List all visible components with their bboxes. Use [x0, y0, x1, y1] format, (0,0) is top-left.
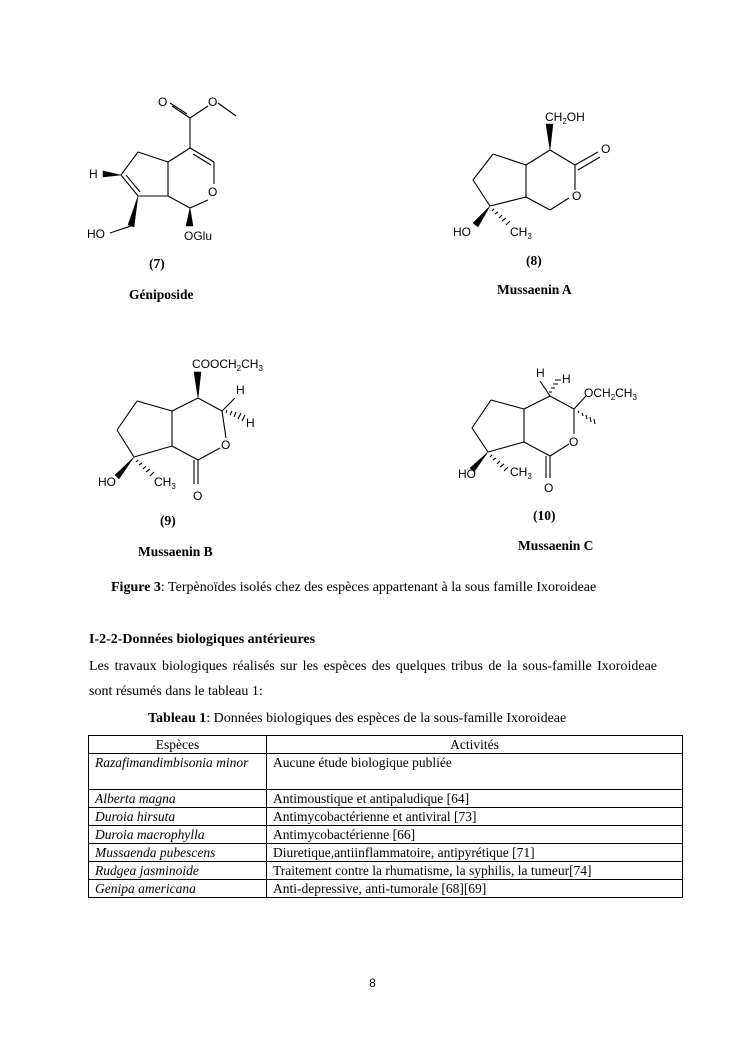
s9-hydroxy: HO	[98, 475, 116, 489]
compound-number-8: (8)	[526, 253, 542, 268]
table-row	[89, 826, 683, 844]
table-row	[89, 808, 683, 826]
s8-ring-o: O	[572, 189, 582, 203]
species-cell: Razafimandimbisonia minor	[89, 754, 267, 790]
table-row	[89, 880, 683, 898]
s7-ring-o: O	[208, 185, 218, 199]
s9-carbonyl-o: O	[193, 489, 203, 503]
s7-oglu: OGlu	[184, 229, 213, 243]
section-heading: I-2-2-Données biologiques antérieures	[89, 632, 316, 647]
table-row	[89, 790, 683, 808]
s9-h1: H	[236, 383, 245, 397]
s9-ch3: $CH_3$	[154, 475, 176, 491]
table-row	[89, 844, 683, 862]
activity-cell: Antimycobactérienne [66]	[267, 826, 683, 844]
species-cell: Duroia macrophylla	[89, 826, 267, 844]
activity-cell: Traitement contre la rhumatisme, la syphilis, la tumeur[74]	[267, 862, 683, 880]
s10-ch3: $CH_3$	[510, 465, 532, 481]
activity-cell: Aucune étude biologique publiée	[267, 754, 683, 790]
s10-h2: H	[562, 372, 571, 386]
s9-h2: H	[246, 416, 255, 430]
compound-number-7: (7)	[149, 256, 165, 271]
s8-ch3: $CH_3$	[510, 225, 532, 241]
compound-name-7: Géniposide	[129, 287, 194, 302]
s10-hydroxy: HO	[458, 467, 476, 481]
s9-ester: $COOCH_2CH_3$	[192, 357, 263, 373]
compound-name-9: Mussaenin B	[138, 544, 213, 559]
compound-number-10: (10)	[533, 508, 556, 523]
page-number: 8	[369, 976, 376, 990]
s8-carbonyl-o: O	[601, 142, 611, 156]
species-cell: Alberta magna	[89, 790, 267, 808]
species-cell: Mussaenda pubescens	[89, 844, 267, 862]
figure-caption	[111, 580, 596, 596]
figure-label: Figure 3	[111, 580, 161, 595]
species-cell: Genipa americana	[89, 880, 267, 898]
s7-h: H	[89, 167, 98, 181]
table-caption-text: : Données biologiques des espèces de la sous-famille Ixoroideae	[206, 711, 567, 726]
species-cell: Duroia hirsuta	[89, 808, 267, 826]
s10-h1: H	[536, 366, 545, 380]
compound-name-10: Mussaenin C	[518, 538, 594, 553]
figure-caption-text: : Terpènoïdes isolés chez des espèces appartenant à la sous famille Ixoroideae	[160, 580, 597, 595]
compound-number-9: (9)	[160, 513, 176, 528]
species-cell: Rudgea jasminoide	[89, 862, 267, 880]
biological-data-table	[88, 735, 683, 898]
column-header-species: Espèces	[89, 736, 267, 754]
s10-carbonyl-o: O	[544, 481, 554, 495]
section-paragraph: Les travaux biologiques réalisés sur les espèces des quelques tribus de la sous-famille Ixoroideae sont résumés dans le tableau 1:	[89, 659, 657, 699]
table-row	[89, 754, 683, 790]
table-label: Tableau 1	[148, 711, 207, 726]
table-header-row	[89, 736, 683, 754]
activity-cell: Antimycobactérienne et antiviral [73]	[267, 808, 683, 826]
s8-hydroxy: HO	[453, 225, 471, 239]
activity-cell: Diuretique,antiinflammatoire, antipyrétique [71]	[267, 844, 683, 862]
s10-ring-o: O	[569, 435, 579, 449]
activity-cell: Antimoustique et antipaludique [64]	[267, 790, 683, 808]
s10-ethoxy: $OCH_2CH_3$	[584, 386, 637, 402]
structure-10-mussaenin-c	[0, 0, 745, 520]
s9-ring-o: O	[221, 438, 231, 452]
s8-ch2oh: $CH_2OH$	[545, 110, 585, 126]
s7-carbonyl-o: O	[158, 95, 168, 109]
column-header-activities: Activités	[267, 736, 683, 754]
activity-cell: Anti-depressive, anti-tumorale [68][69]	[267, 880, 683, 898]
s7-ester-o: O	[208, 95, 218, 109]
compound-name-8: Mussaenin A	[497, 282, 572, 297]
s7-hydroxy: HO	[87, 227, 105, 241]
table-caption	[148, 711, 566, 727]
table-row	[89, 862, 683, 880]
